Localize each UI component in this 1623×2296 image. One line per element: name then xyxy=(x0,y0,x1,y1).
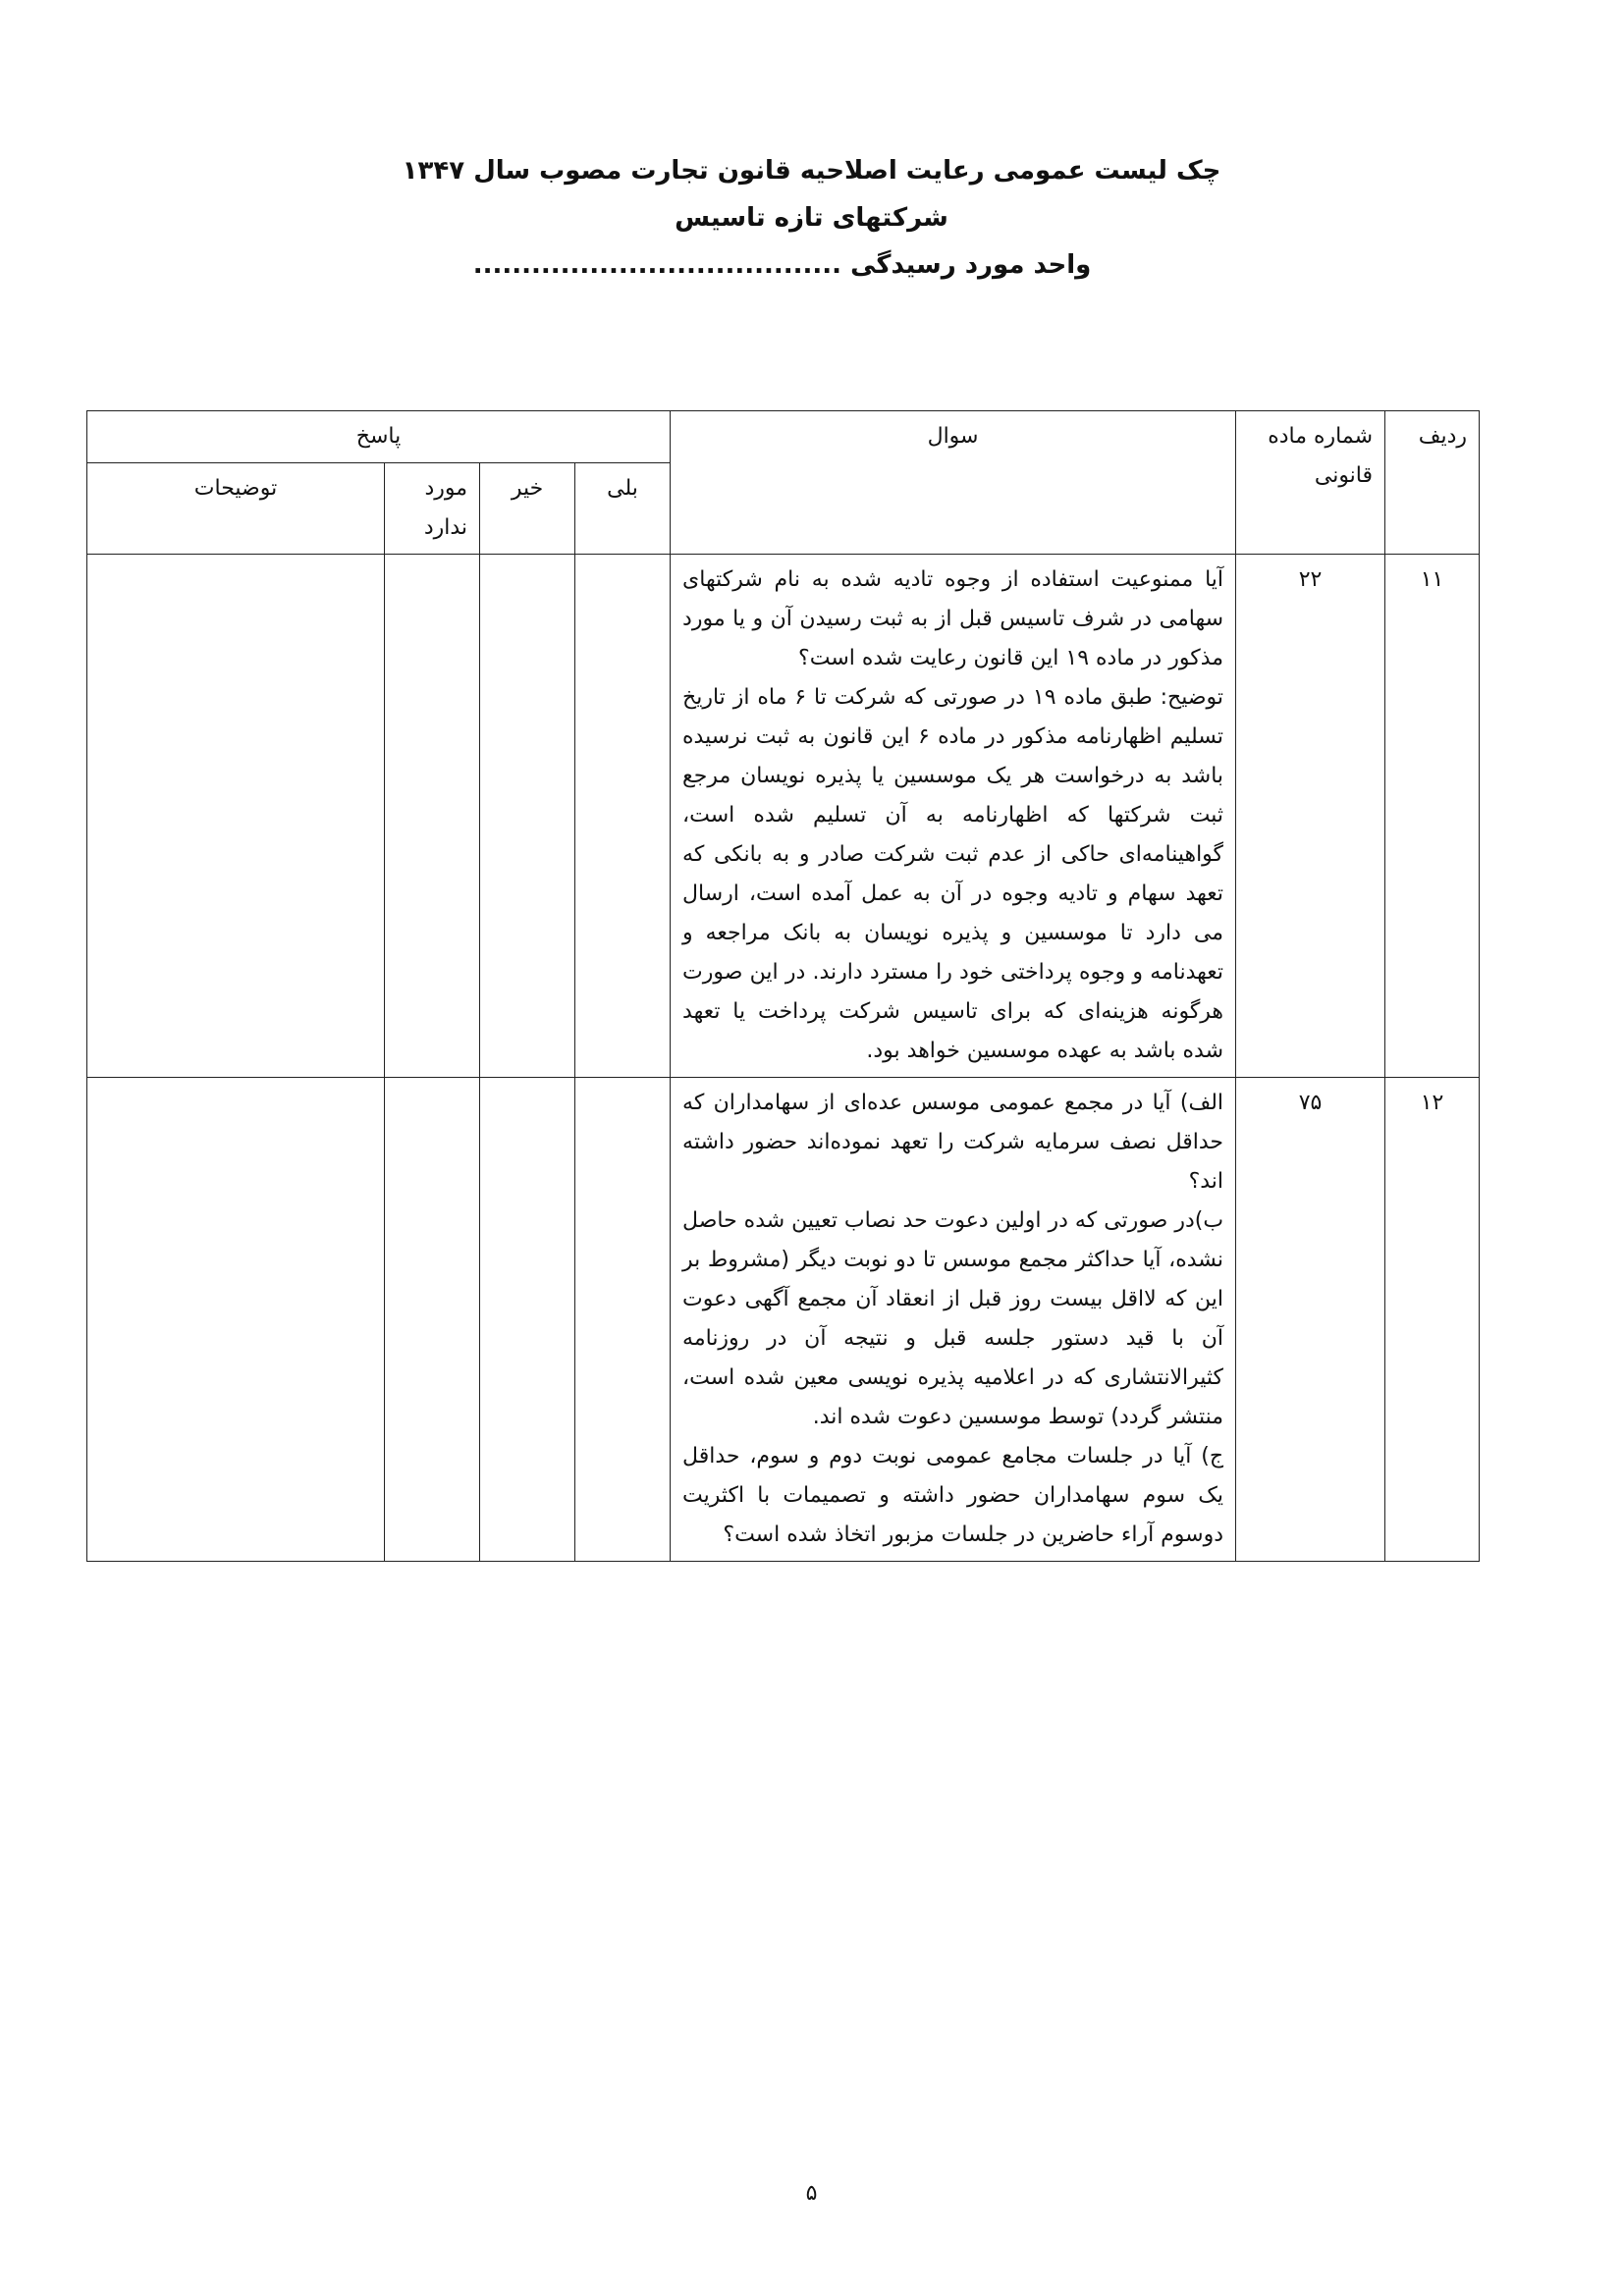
page-number: ۵ xyxy=(805,2181,818,2206)
answer-not-applicable-cell[interactable] xyxy=(385,1078,480,1562)
question-cell xyxy=(671,555,1236,1078)
question-paragraph: الف) آیا در مجمع عمومی موسس عده‌ای از سهامداران که حداقل نصف سرمایه شرکت را تعهد نموده‌اند حضور داشته اند؟ xyxy=(682,1091,1224,1194)
question-cell xyxy=(671,1078,1236,1562)
row-number-cell: ۱۲ xyxy=(1385,1078,1480,1562)
document-title: چک لیست عمومی رعایت اصلاحیه قانون تجارت مصوب سال ۱۳۴۷ xyxy=(402,156,1221,186)
document-header xyxy=(0,147,1623,289)
audited-unit-line: واحد مورد رسیدگی ...................................... xyxy=(472,250,1092,280)
header-yes: بلی xyxy=(575,463,671,555)
question-paragraph: ج) آیا در جلسات مجامع عمومی نوبت دوم و سوم، حداقل یک سوم سهامداران حضور داشته و تصمیمات با اکثریت دوسوم آراء حاضرین در جلسات مزبور اتخاذ شده است؟ xyxy=(682,1444,1224,1547)
document-subtitle: شرکتهای تازه تاسیس xyxy=(675,203,948,233)
header-article-number: شماره ماده قانونی xyxy=(1236,411,1385,555)
question-paragraph: توضیح: طبق ماده ۱۹ در صورتی که شرکت تا ۶ ماه از تاریخ تسلیم اظهارنامه مذکور در ماده ۶ این قانون به ثبت نرسیده باشد به درخواست هر یک موسسین یا پذیره نویسان مرجع ثبت شرکتها که اظهارنامه به آن تسلیم شده است، گواهینامه‌ای حاکی از عدم ثبت شرکت صادر و به بانکی که تعهد سهام و تادیه وجوه در آن به عمل آمده است، ارسال می دارد تا موسسین و پذیره نویسان به بانک مراجعه و تعهدنامه و وجوه پرداختی خود را مسترد دارند. در این صورت هرگونه هزینه‌ای که برای تاسیس شرکت پرداخت یا تعهد شده باشد به عهده موسسین خواهد بود. xyxy=(682,685,1224,1063)
answer-not-applicable-cell[interactable] xyxy=(385,555,480,1078)
checklist-table xyxy=(86,410,1480,1562)
question-paragraph: ب)در صورتی که در اولین دعوت حد نصاب تعیین شده حاصل نشده، آیا حداکثر مجمع موسس تا دو نوبت دیگر (مشروط بر این که لااقل بیست روز قبل از انعقاد آن مجمع آگهی دعوت آن با قید دستور جلسه قبل و نتیجه آن در روزنامه کثیرالانتشاری که در اعلامیه پذیره نویسی معین شده است، منتشر گردد) توسط موسسین دعوت شده اند. xyxy=(682,1208,1224,1429)
answer-yes-cell[interactable] xyxy=(575,1078,671,1562)
header-no: خیر xyxy=(480,463,575,555)
article-number-cell: ۷۵ xyxy=(1236,1078,1385,1562)
header-row-number: ردیف xyxy=(1385,411,1480,555)
question-paragraph: آیا ممنوعیت استفاده از وجوه تادیه شده به نام شرکتهای سهامی در شرف تاسیس قبل از به ثبت رسیدن آن و یا مورد مذکور در ماده ۱۹ این قانون رعایت شده است؟ xyxy=(682,567,1224,670)
article-number-cell: ۲۲ xyxy=(1236,555,1385,1078)
notes-cell[interactable] xyxy=(87,1078,385,1562)
table-header-row xyxy=(87,411,1480,463)
header-notes: توضیحات xyxy=(87,463,385,555)
notes-cell[interactable] xyxy=(87,555,385,1078)
table-row xyxy=(87,1078,1480,1562)
row-number-cell: ۱۱ xyxy=(1385,555,1480,1078)
answer-no-cell[interactable] xyxy=(480,1078,575,1562)
answer-no-cell[interactable] xyxy=(480,555,575,1078)
header-not-applicable: مورد ندارد xyxy=(385,463,480,555)
header-answer: پاسخ xyxy=(87,411,671,463)
table-row xyxy=(87,555,1480,1078)
answer-yes-cell[interactable] xyxy=(575,555,671,1078)
header-question: سوال xyxy=(671,411,1236,555)
